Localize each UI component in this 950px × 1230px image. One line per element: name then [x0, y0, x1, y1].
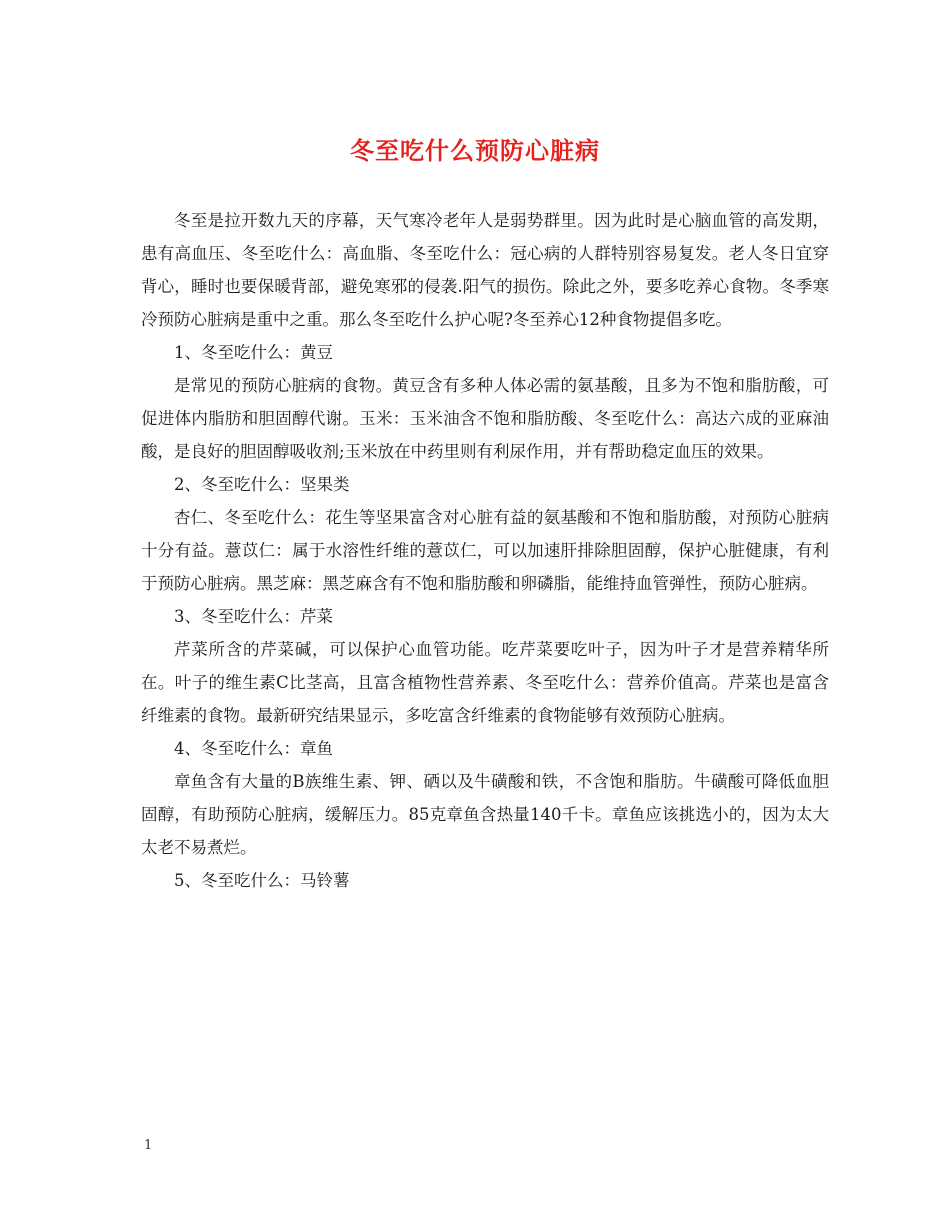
- section-paragraph-soybean: 是常见的预防心脏病的食物。黄豆含有多种人体必需的氨基酸，且多为不饱和脂肪酸，可促进体内脂肪和胆固醇代谢。玉米：玉米油含不饱和脂肪酸、冬至吃什么：高达六成的亚麻油酸，是良好的胆固醇吸收剂;玉米放在中药里则有利尿作用，并有帮助稳定血压的效果。: [141, 376, 829, 461]
- intro-paragraph: 冬至是拉开数九天的序幕，天气寒冷老年人是弱势群里。因为此时是心脑血管的高发期，患有高血压、冬至吃什么：高血脂、冬至吃什么：冠心病的人群特别容易复发。老人冬日宜穿背心，睡时也要保暖背部，避免寒邪的侵袭.阳气的损伤。除此之外，要多吃养心食物。冬季寒冷预防心脏病是重中之重。那么冬至吃什么护心呢?冬至养心12种食物提倡多吃。: [141, 211, 829, 329]
- page-number: 1: [144, 1138, 153, 1153]
- section-heading-potato: 5、冬至吃什么：马铃薯: [174, 871, 350, 890]
- section-paragraph-nuts: 杏仁、冬至吃什么：花生等坚果富含对心脏有益的氨基酸和不饱和脂肪酸，对预防心脏病十分有益。薏苡仁：属于水溶性纤维的薏苡仁，可以加速肝排除胆固醇，保护心脏健康，有利于预防心脏病。黑芝麻：黑芝麻含有不饱和脂肪酸和卵磷脂，能维持血管弹性，预防心脏病。: [141, 508, 829, 593]
- section-heading-nuts: 2、冬至吃什么：坚果类: [174, 475, 350, 494]
- section-heading-octopus: 4、冬至吃什么：章鱼: [174, 739, 333, 758]
- page-title: 冬至吃什么预防心脏病: [350, 136, 600, 165]
- section-heading-soybean: 1、冬至吃什么：黄豆: [174, 343, 333, 362]
- section-paragraph-octopus: 章鱼含有大量的B族维生素、钾、硒以及牛磺酸和铁，不含饱和脂肪。牛磺酸可降低血胆固醇，有助预防心脏病，缓解压力。85克章鱼含热量140千卡。章鱼应该挑选小的，因为太大太老不易煮烂。: [141, 772, 829, 857]
- section-paragraph-celery: 芹菜所含的芹菜碱，可以保护心血管功能。吃芹菜要吃叶子，因为叶子才是营养精华所在。叶子的维生素C比茎高，且富含植物性营养素、冬至吃什么：营养价值高。芹菜也是富含纤维素的食物。最新研究结果显示，多吃富含纤维素的食物能够有效预防心脏病。: [141, 640, 829, 725]
- article-body: [141, 204, 829, 897]
- section-heading-celery: 3、冬至吃什么：芹菜: [174, 607, 333, 626]
